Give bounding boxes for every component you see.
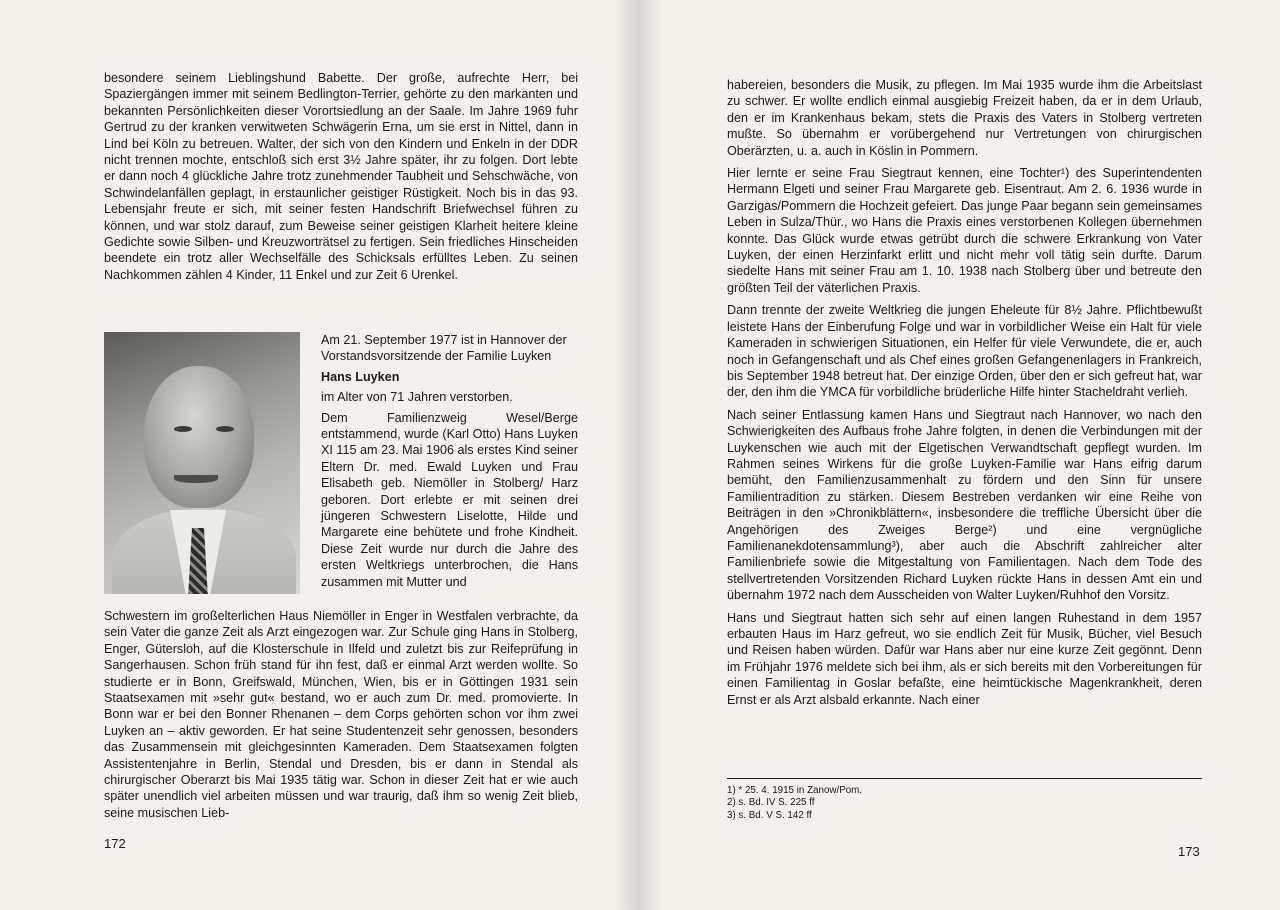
left-bottom-text bbox=[104, 608, 578, 821]
paragraph: Schwestern im großelterlichen Haus Niemöller in Enger in Westfalen verbrachte, da sein Vater die ganze Zeit als Arzt eingezogen war. Zur Schule ging Hans in Stolberg, Enger, Gütersloh, auf die Klosterschule in Ilfeld und zuletzt bis zur Reifeprüfung in Sangerhausen. Schon früh stand für ihn fest, daß er einmal Arzt werden wollte. So studierte er in Bonn, Greifswald, München, Wien, bis er in Göttingen 1931 sein Staatsexamen mit »sehr gut« bestand, wo er auch zum Dr. med. promovierte. In Bonn war er bei den Bonner Rhenanen – dem Corps gehörten schon vor ihm zwei Luyken an – aktiv geworden. Er hat seine Studentenzeit sehr genossen, besonders das Zusammensein mit gleichgesinnten Kameraden. Dem Staatsexamen folgten Assistentenjahre in Berlin, Stendal und Dresden, bis er dann in Stendal als chirurgischer Oberarzt bis Mai 1935 tätig war. Schon in dieser Zeit hat er wie auch später unendlich viel arbeiten müssen und war traurig, daß ihm so wenig Zeit blieb, seine musischen Lieb- bbox=[104, 609, 578, 820]
paragraph: Nach seiner Entlassung kamen Hans und Siegtraut nach Hannover, wo nach den Schwierigkeiten des Aufbaus frohe Jahre folgten, in denen die Verbindungen mit der Luykenschen wie auch mit der Elgetischen Verwandtschaft gepflegt wurden. Im Rahmen seines Wirkens für die große Luyken-Familie war Hans eifrig darum bemüht, den Familienzusammenhalt zu fördern und den Sinn für unsere Familientradition zu stärken. Diesem Bestreben verdanken wir eine Reihe von Beiträgen in den »Chronikblättern«, insbesondere die treffliche Übersicht über die Angehörigen des Zweiges Berge²) und eine vergnügliche Familienanekdotensammlung³), aber auch die Abschrift zahlreicher alter Familienbriefe sowie die Mitgestaltung von Familientagen. Nach dem Tode des stellvertretenden Vorsitzenden Richard Luyken rückte Hans in dessen Amt ein und übernahm 1972 nach dem Ausscheiden von Walter Luyken/Ruhhof den Vorsitz. bbox=[727, 407, 1202, 603]
age-line: im Alter von 71 Jahren verstorben. bbox=[321, 390, 513, 405]
gutter-shadow bbox=[640, 0, 662, 910]
left-top-text bbox=[104, 70, 578, 283]
paragraph: Dann trennte der zweite Weltkrieg die jungen Eheleute für 8½ Jahre. Pflichtbewußt leistete Hans der Einberufung Folge und war in vorbildlicher Weise ein Halt für viele Kameraden in schwierigen Situationen, ein Helfer für viele Verwundete, die er, auch noch in Gefangenschaft und als Chef eines großen Gefangenenlagers in Frankreich, bis September 1948 betreut hat. Der einzige Orden, über den er sich gefreut hat, war der, den ihm die YMCA für vorbildliche brüderliche Hilfe hinter Stacheldraht verlieh. bbox=[727, 303, 1202, 400]
footnote-rule bbox=[727, 778, 1202, 779]
paragraph: besondere seinem Lieblingshund Babette. Der große, aufrechte Herr, bei Spaziergängen immer mit seinem Bedlington-Terrier, gehörte zu den markanten und bekannten Persönlichkeiten dieser Vorortsiedlung an der Saale. Im Jahre 1969 fuhr Gertrud zu der kranken verwitweten Schwägerin Erna, um sie erst in Nittel, dann in Lind bei Köln zu betreuen. Walter, der sich von den Kindern und Enkeln in der DDR nicht trennen mochte, entschloß sich erst 3½ Jahre später, ihr zu folgen. Dort lebte er dann noch 4 glückliche Jahre trotz zunehmender Taubheit und Sehschwäche, von Schwindelanfällen geplagt, in erstaunlicher geistiger Rüstigkeit. Noch bis in das 93. Lebensjahr freute er sich, mit seiner festen Handschrift Briefwechsel führen zu können, und war stolz darauf, zum Beweise seiner geistigen Klarheit heitere kleine Gedichte sowie Silben- und Kreuzworträtsel zu fertigen. Sein friedliches Hinscheiden beendete ein trotz aller Wechselfälle des Schicksals erfülltes Leben. Zu seinen Nachkommen zählen 4 Kinder, 11 Enkel und zur Zeit 6 Urenkel. bbox=[104, 71, 578, 282]
footnotes bbox=[727, 785, 1202, 822]
footnote: 2) s. Bd. IV S. 225 ff bbox=[727, 797, 815, 809]
paragraph: habereien, besonders die Musik, zu pflegen. Im Mai 1935 wurde ihm die Arbeitslast zu schwer. Er wollte endlich einmal ausgiebig Freizeit haben, da er in dem Urlaub, den er im Krankenhaus bekam, stets die Praxis des Vaters in Stolberg vertreten mußte. So übernahm er vorübergehend nur Vertretungen von chirurgischen Oberärzten, u. a. auch in Köslin in Pommern. bbox=[727, 78, 1202, 158]
paragraph: Hier lernte er seine Frau Siegtraut kennen, eine Tochter¹) des Superintendenten Hermann Elgeti und seiner Frau Margarete geb. Eisentraut. Am 2. 6. 1936 wurde in Garzigas/Pommern die Hochzeit gefeiert. Das junge Paar begann sein gemeinsames Leben in Sulza/Thür., wo Hans die Praxis eines verstorbenen Kollegen übernehmen konnte. Das Glück wurde etwas getrübt durch die schwere Erkrankung von Vater Luyken, der einen Herzinfarkt erlitt und nicht mehr voll tätig sein durfte. Darum siedelte Hans mit seiner Frau am 1. 10. 1938 nach Stolberg über und betreute den größten Teil der väterlichen Praxis. bbox=[727, 166, 1202, 295]
footnote: 3) s. Bd. V S. 142 ff bbox=[727, 809, 812, 821]
footnote: 1) * 25. 4. 1915 in Zanow/Pom. bbox=[727, 785, 863, 796]
gutter-shadow bbox=[614, 0, 640, 910]
side-paragraph: Dem Familienzweig Wesel/Berge entstammend, wurde (Karl Otto) Hans Luyken XI 115 am 23. Mai 1906 als erstes Kind seiner Eltern Dr. med. Ewald Luyken und Frau Elisabeth geb. Niemöller in Stolberg/ Harz geboren. Dort erlebte er mit seinen drei jüngeren Schwestern Liselotte, Hilde und Margarete eine behütete und frohe Kindheit. Diese Zeit wurde nur durch die Jahre des ersten Weltkriegs unterbrochen, die Hans zusammen mit Mutter und bbox=[321, 410, 578, 589]
intro-line: Am 21. September 1977 ist in Hannover der Vorstandsvorsitzende der Familie Luyken bbox=[321, 333, 567, 364]
portrait-photo bbox=[104, 332, 300, 594]
paragraph: Hans und Siegtraut hatten sich sehr auf einen langen Ruhestand in dem 1957 erbauten Haus im Harz gefreut, wo sie endlich Zeit für Musik, Bücher, viel Besuch und Reisen haben würden. Dafür war Hans aber nur eine kurze Zeit gegönnt. Denn im Frühjahr 1976 meldete sich bei ihm, als er sich bereits mit den Vorbereitungen für einen Familientag in Goslar befaßte, eine heimtückische Magenkrankheit, deren Ernst er als Arzt alsbald erkannte. Nach einer bbox=[727, 610, 1202, 707]
page-number: 173 bbox=[1178, 844, 1200, 859]
obituary-intro bbox=[321, 332, 578, 590]
right-text bbox=[727, 77, 1202, 708]
person-name: Hans Luyken bbox=[321, 369, 400, 384]
page-number: 172 bbox=[104, 836, 126, 851]
